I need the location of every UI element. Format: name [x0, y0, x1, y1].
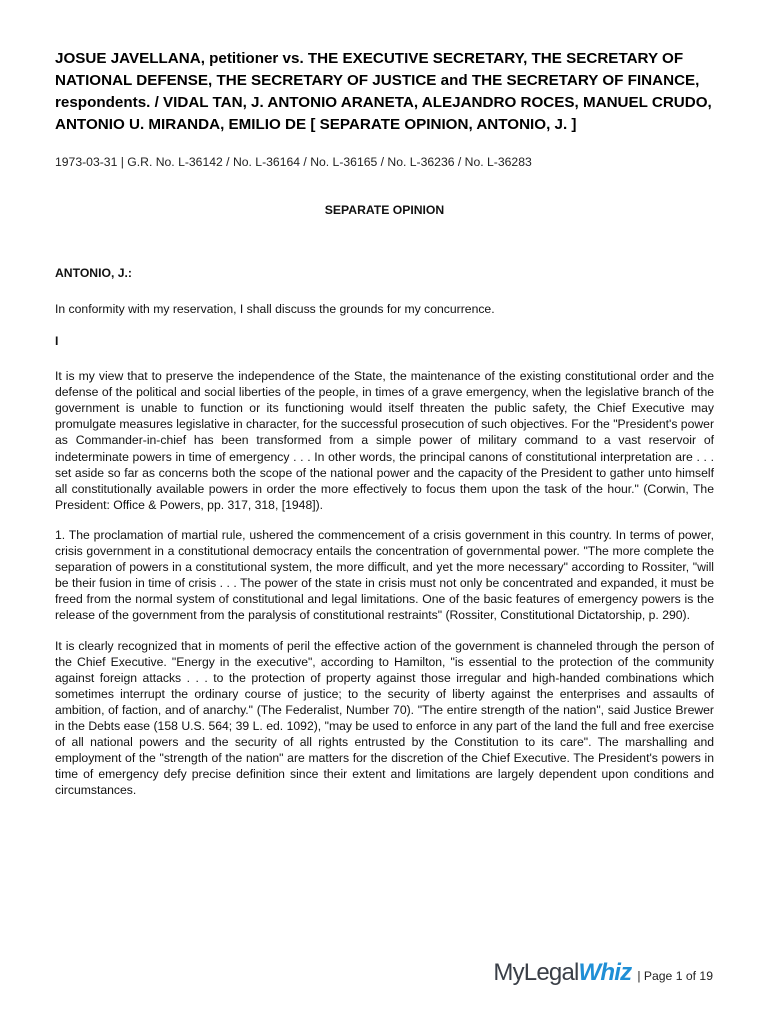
document-page: [55, 48, 714, 798]
justice-name: ANTONIO, J.:: [55, 266, 132, 280]
body-paragraph: It is my view that to preserve the independence of the State, the maintenance of the existing constitutional order and the defense of the political and social liberties of the people, in times of a grave emergency, when the legislative branch of the government is unable to function or its functioning would itself threaten the public safety, the Chief Executive may promulgate measures legislative in character, for the successful prosecution of such objectives. For the "President's power as Commander-in-chief has been transformed from a simple power of military command to a vast reservoir of indeterminate powers in time of emergency . . . In other words, the principal canons of constitutional interpretation are . . . set aside so far as concerns both the scope of the national power and the capacity of the President to gather unto himself all constitutionally available powers in order the more effectively to focus them upon the task of the hour." (Corwin, The President: Office & Powers, pp. 317, 318, [1948]).: [55, 369, 715, 512]
page-number: | Page 1 of 19: [637, 969, 713, 983]
intro-paragraph: In conformity with my reservation, I shall discuss the grounds for my concurrence.: [55, 302, 495, 316]
roman-numeral-heading: I: [55, 334, 59, 349]
logo-text-whiz: Whiz: [578, 959, 632, 986]
body-paragraph: It is clearly recognized that in moments of peril the effective action of the government is channeled through the person of the Chief Executive. "Energy in the executive", according to Hamilton, "is essential to the protection of the community against foreign attacks . . . to the protection of property against those irregular and high-handed combinations which sometimes interrupt the ordinary course of justice; to the security of liberty against the enterprises and assaults of ambition, of faction, and of anarchy." (The Federalist, Number 70). "The entire strength of the nation", said Justice Brewer in the Debts ease (158 U.S. 564; 39 L. ed. 1092), "may be used to enforce in any part of the land the full and free exercise of all national powers and the security of all rights entrusted by the Constitution to its care". The marshalling and employment of the "strength of the nation" are matters for the discretion of the Chief Executive. The President's powers in time of emergency defy precise definition since their extent and limitations are largely dependent upon conditions and circumstances.: [55, 638, 714, 798]
case-meta: 1973-03-31 | G.R. No. L-36142 / No. L-36164 / No. L-36165 / No. L-36236 / No. L-36283: [55, 155, 532, 169]
case-title: JOSUE JAVELLANA, petitioner vs. THE EXECUTIVE SECRETARY, THE SECRETARY OF NATIONAL DEFENSE, THE SECRETARY OF JUSTICE and THE SECRETARY OF FINANCE, respondents. / VIDAL TAN, J. ANTONIO ARANETA, ALEJANDRO ROCES, MANUEL CRUDO, ANTONIO U. MIRANDA, EMILIO DE [ SEPARATE OPINION, ANTONIO, J. ]: [55, 50, 712, 133]
logo-text-mylegal: MyLegal: [493, 959, 579, 986]
page-footer: [493, 959, 713, 987]
mylegalwhiz-logo[interactable]: [493, 959, 631, 987]
section-heading: SEPARATE OPINION: [324, 203, 445, 217]
body-paragraph: 1. The proclamation of martial rule, ushered the commencement of a crisis government in this country. In terms of power, crisis government in a constitutional democracy entails the concentration of governmental power. "The more complete the separation of powers in a constitutional system, the more difficult, and yet the more necessary" according to Rossiter, "will be their fusion in time of crisis . . . The power of the state in crisis must not only be concentrated and expanded, it must be freed from the normal system of constitutional and legal limitations. One of the basic features of emergency powers is the release of the government from the paralysis of constitutional restraints" (Rossiter, Constitutional Dictatorship, p. 290).: [55, 527, 714, 623]
